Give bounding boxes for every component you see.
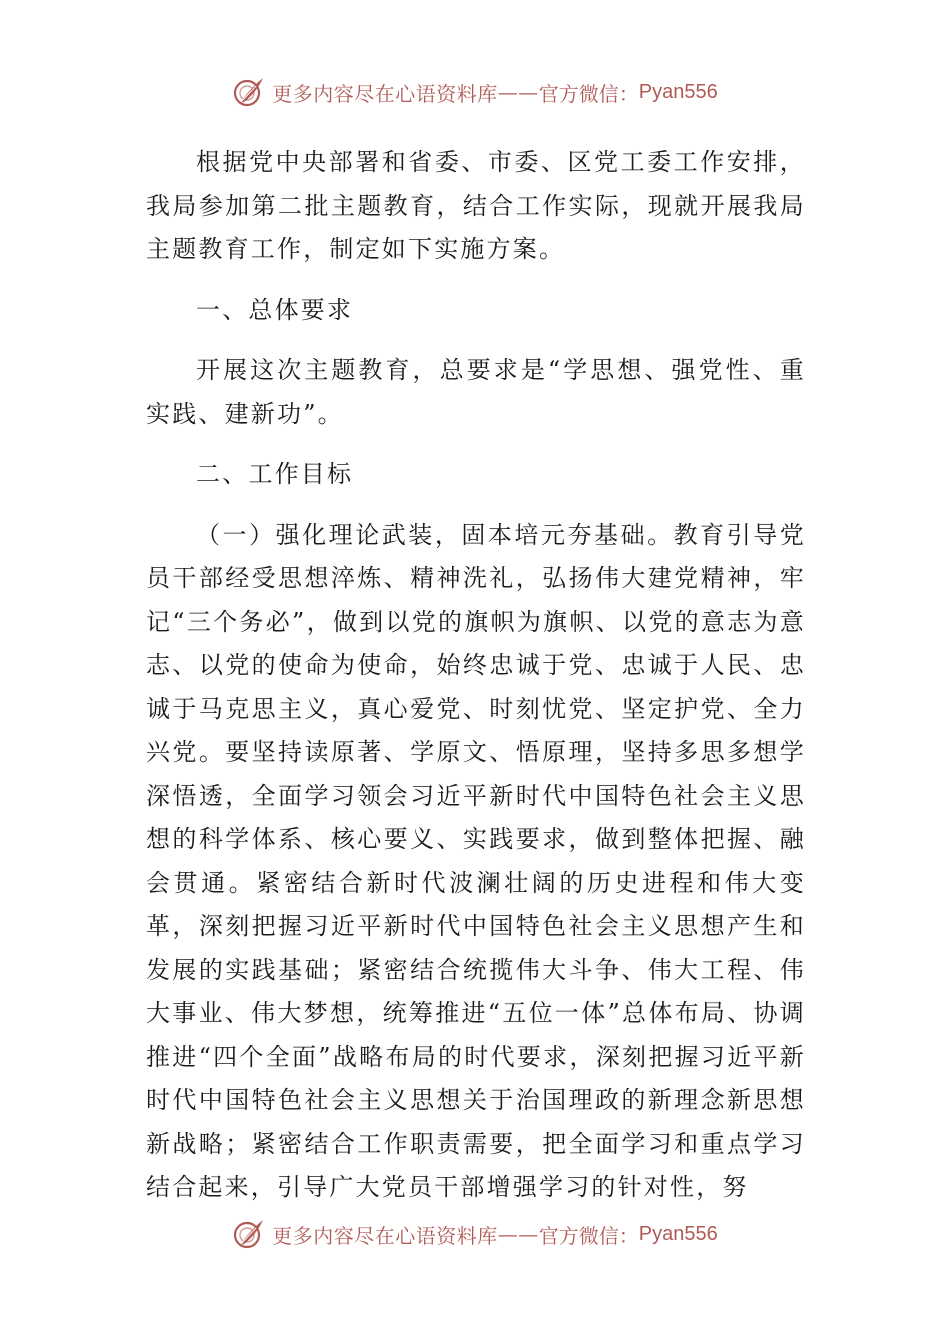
quill-logo-icon (232, 1217, 266, 1251)
banner-dash: —— (497, 1222, 539, 1246)
header-banner (0, 72, 950, 112)
banner-wechat-id: Pyan556 (638, 1222, 718, 1245)
section-1-paragraph: 开展这次主题教育，总要求是“学思想、强党性、重实践、建新功”。 (146, 356, 806, 428)
quill-logo-icon (232, 75, 266, 109)
section-heading-2: 二、工作目标 (196, 460, 354, 488)
section-heading-1: 一、总体要求 (196, 295, 354, 324)
banner-main-text: 更多内容尽在心语资料库 (272, 1223, 498, 1248)
section-2-item-1-paragraph: （一）强化理论武装，固本培元夯基础。教育引导党员干部经受思想淬炼、精神洗礼，弘扬伟大建党精神，牢记“三个务必”，做到以党的旗帜为旗帜、以党的意志为意志、以党的使命为使命，始终忠诚于党、忠诚于人民、忠诚于马克思主义，真心爱党、时刻忧党、坚定护党、全力兴党。要坚持读原著、学原文、悟原理，坚持多思多想学深悟透，全面学习领会习近平新时代中国特色社会主义思想的科学体系、核心要义、实践要求，做到整体把握、融会贯通。紧密结合新时代波澜壮阔的历史进程和伟大变革，深刻把握习近平新时代中国特色社会主义思想产生和发展的实践基础；紧密结合统揽伟大斗争、伟大工程、伟大事业、伟大梦想，统筹推进“五位一体”总体布局、协调推进“四个全面”战略布局的时代要求，深刻把握习近平新时代中国特色社会主义思想关于治国理政的新理念新思想新战略；紧密结合工作职责需要，把全面学习和重点学习结合起来，引导广大党员干部增强学习的针对性，努 (146, 520, 806, 1201)
footer-banner (0, 1214, 950, 1254)
banner-main-text: 更多内容尽在心语资料库 (272, 81, 498, 106)
banner-wechat-id: Pyan556 (638, 80, 718, 103)
banner-dash: —— (497, 80, 539, 104)
intro-paragraph: 根据党中央部署和省委、市委、区党工委工作安排，我局参加第二批主题教育，结合工作实际，现就开展我局主题教育工作，制定如下实施方案。 (146, 148, 806, 263)
banner-wechat-label: 官方微信： (538, 1223, 639, 1248)
banner-wechat-label: 官方微信： (538, 81, 639, 106)
document-body (146, 141, 806, 1210)
